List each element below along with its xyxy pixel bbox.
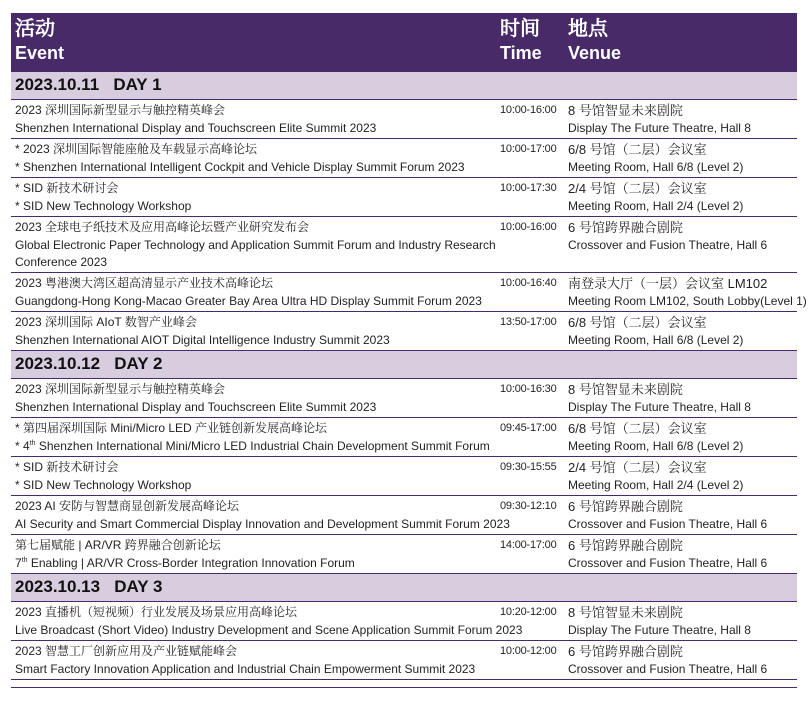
day-label: 2023.10.11 DAY 1 (15, 75, 162, 94)
time-column-header (500, 16, 542, 66)
venue-header-en: Venue (568, 43, 622, 63)
event-name-en: Shenzhen International Display and Touchscreen Elite Summit 2023 (15, 120, 377, 135)
venue-name-zh: 南登录大厅（一层）会议室 LM102 (568, 276, 768, 291)
time-cell: 10:00-17:30 (500, 182, 557, 194)
table-row (11, 139, 797, 178)
table-header (11, 13, 797, 72)
venue-name-en: Meeting Room, Hall 6/8 (Level 2) (568, 332, 744, 347)
time-cell: 09:45-17:00 (500, 422, 557, 434)
ordinal-suffix: th (21, 556, 28, 564)
event-name-en (15, 555, 497, 573)
venue-name-en: Display The Future Theatre, Hall 8 (568, 120, 751, 135)
venue-name-en: Crossover and Fusion Theatre, Hall 6 (568, 516, 768, 531)
table-row (11, 418, 797, 457)
time-cell: 13:50-17:00 (500, 316, 557, 328)
event-name-zh: * 第四届深圳国际 Mini/Micro LED 产业链创新发展高峰论坛 (15, 421, 328, 435)
event-name-zh: 2023 粤港澳大湾区超高清显示产业技术高峰论坛 (15, 276, 274, 290)
venue-cell (568, 180, 797, 215)
event-cell (15, 141, 497, 176)
table-row (11, 457, 797, 496)
table-row (11, 602, 797, 641)
venue-name-zh: 6 号馆跨界融合剧院 (568, 538, 683, 553)
event-name-zh: * SID 新技术研讨会 (15, 460, 119, 474)
event-cell (15, 459, 497, 494)
venue-name-zh: 6 号馆跨界融合剧院 (568, 220, 683, 235)
venue-name-en: Display The Future Theatre, Hall 8 (568, 399, 751, 414)
time-cell: 10:00-16:00 (500, 104, 557, 116)
event-name-zh: * 2023 深圳国际智能座舱及车载显示高峰论坛 (15, 142, 258, 156)
table-row (11, 535, 797, 574)
time-cell: 10:00-16:40 (500, 277, 557, 289)
table-row (11, 217, 797, 273)
event-name-en: * SID New Technology Workshop (15, 198, 192, 213)
event-name-zh: 2023 深圳国际新型显示与触控精英峰会 (15, 382, 226, 396)
time-header-en: Time (500, 43, 542, 63)
event-cell (15, 537, 497, 572)
event-name-en-prefix: * 4 (15, 438, 30, 453)
event-cell (15, 498, 510, 533)
event-name-en: Shenzhen International Display and Touchscreen Elite Summit 2023 (15, 399, 377, 414)
venue-name-zh: 6/8 号馆（二层）会议室 (568, 142, 707, 157)
venue-cell (568, 604, 797, 639)
venue-cell (568, 102, 797, 137)
venue-cell (568, 420, 797, 455)
venue-name-zh: 8 号馆智显未来剧院 (568, 605, 683, 620)
venue-name-en: Crossover and Fusion Theatre, Hall 6 (568, 237, 768, 252)
venue-cell (568, 381, 797, 416)
day-label: 2023.10.12 DAY 2 (15, 354, 163, 373)
event-cell (15, 180, 497, 215)
event-name-zh: 2023 直播机（短视频）行业发展及场景应用高峰论坛 (15, 605, 298, 619)
venue-name-en: Meeting Room LM102, South Lobby(Level 1) (568, 293, 807, 308)
event-name-en: Shenzhen International AIOT Digital Intelligence Industry Summit 2023 (15, 332, 390, 347)
bottom-rule (11, 687, 797, 688)
venue-name-zh: 6/8 号馆（二层）会议室 (568, 315, 707, 330)
event-cell (15, 275, 497, 310)
ordinal-suffix: th (29, 439, 36, 447)
event-name-zh: 2023 全球电子纸技术及应用高峰论坛暨产业研究发布会 (15, 220, 310, 234)
event-column-header (15, 16, 64, 66)
time-cell: 09:30-15:55 (500, 461, 557, 473)
event-cell (15, 604, 523, 639)
event-name-zh: 2023 深圳国际新型显示与触控精英峰会 (15, 103, 226, 117)
table-row (11, 496, 797, 535)
day-header (11, 72, 797, 100)
venue-name-zh: 2/4 号馆（二层）会议室 (568, 460, 707, 475)
venue-cell (568, 219, 797, 254)
event-cell (15, 219, 497, 272)
venue-name-en: Meeting Room, Hall 2/4 (Level 2) (568, 477, 744, 492)
day-header (11, 351, 797, 379)
event-name-en: Live Broadcast (Short Video) Industry Development and Scene Application Summit Forum 2023 (15, 622, 523, 637)
event-cell (15, 420, 497, 455)
table-row (11, 100, 797, 139)
event-name-zh: 2023 智慧工厂创新应用及产业链赋能峰会 (15, 644, 238, 658)
time-header-zh: 时间 (500, 16, 540, 40)
venue-name-zh: 6/8 号馆（二层）会议室 (568, 421, 707, 436)
event-cell (15, 643, 497, 678)
table-body (11, 72, 807, 680)
venue-cell (568, 643, 797, 678)
schedule-table (11, 13, 807, 680)
event-name-en: * SID New Technology Workshop (15, 477, 192, 492)
venue-cell (568, 314, 797, 349)
event-name-zh: 第七届赋能 | AR/VR 跨界融合创新论坛 (15, 538, 221, 552)
venue-cell (568, 275, 807, 310)
time-cell: 10:00-12:00 (500, 645, 557, 657)
event-cell (15, 314, 497, 349)
event-name-en: AI Security and Smart Commercial Display Innovation and Development Summit Forum 2023 (15, 516, 510, 531)
event-name-en: Global Electronic Paper Technology and Application Summit Forum and Industry Research Conference 2023 (15, 237, 496, 269)
event-name-zh: 2023 深圳国际 AIoT 数智产业峰会 (15, 315, 197, 329)
event-name-en-text: Enabling | AR/VR Cross-Border Integration Innovation Forum (27, 555, 355, 570)
event-name-en: * Shenzhen International Intelligent Cockpit and Vehicle Display Summit Forum 2023 (15, 159, 465, 174)
venue-name-zh: 8 号馆智显未来剧院 (568, 103, 683, 118)
venue-cell (568, 498, 797, 533)
day-label: 2023.10.13 DAY 3 (15, 577, 163, 596)
event-name-zh: 2023 AI 安防与智慧商显创新发展高峰论坛 (15, 499, 240, 513)
time-cell: 10:00-16:00 (500, 221, 557, 233)
event-header-en: Event (15, 43, 65, 63)
venue-name-zh: 6 号馆跨界融合剧院 (568, 499, 683, 514)
time-cell: 10:00-17:00 (500, 143, 557, 155)
venue-cell (568, 537, 797, 572)
table-row (11, 641, 797, 680)
event-name-en (15, 438, 497, 456)
venue-cell (568, 141, 797, 176)
day-header (11, 574, 797, 602)
event-name-zh: * SID 新技术研讨会 (15, 181, 119, 195)
venue-name-en: Meeting Room, Hall 6/8 (Level 2) (568, 438, 744, 453)
event-name-en-text: Shenzhen International Mini/Micro LED Industrial Chain Development Summit Forum (35, 438, 490, 453)
table-row (11, 379, 797, 418)
venue-name-en: Crossover and Fusion Theatre, Hall 6 (568, 555, 768, 570)
venue-name-zh: 2/4 号馆（二层）会议室 (568, 181, 707, 196)
event-name-en-prefix: 7 (15, 555, 22, 570)
time-cell: 09:30-12:10 (500, 500, 557, 512)
event-header-zh: 活动 (15, 16, 55, 40)
venue-name-zh: 8 号馆智显未来剧院 (568, 382, 683, 397)
time-cell: 14:00-17:00 (500, 539, 557, 551)
venue-header-zh: 地点 (568, 16, 608, 40)
venue-cell (568, 459, 797, 494)
time-cell: 10:00-16:30 (500, 383, 557, 395)
table-row (11, 273, 807, 312)
time-cell: 10:20-12:00 (500, 606, 557, 618)
venue-name-en: Display The Future Theatre, Hall 8 (568, 622, 751, 637)
venue-column-header (568, 16, 621, 66)
event-name-en: Smart Factory Innovation Application and Industrial Chain Empowerment Summit 2023 (15, 661, 476, 676)
venue-name-zh: 6 号馆跨界融合剧院 (568, 644, 683, 659)
table-row (11, 312, 797, 351)
venue-name-en: Meeting Room, Hall 2/4 (Level 2) (568, 198, 744, 213)
venue-name-en: Meeting Room, Hall 6/8 (Level 2) (568, 159, 744, 174)
event-cell (15, 381, 497, 416)
venue-name-en: Crossover and Fusion Theatre, Hall 6 (568, 661, 768, 676)
event-cell (15, 102, 497, 137)
table-row (11, 178, 797, 217)
event-name-en: Guangdong-Hong Kong-Macao Greater Bay Area Ultra HD Display Summit Forum 2023 (15, 293, 482, 308)
